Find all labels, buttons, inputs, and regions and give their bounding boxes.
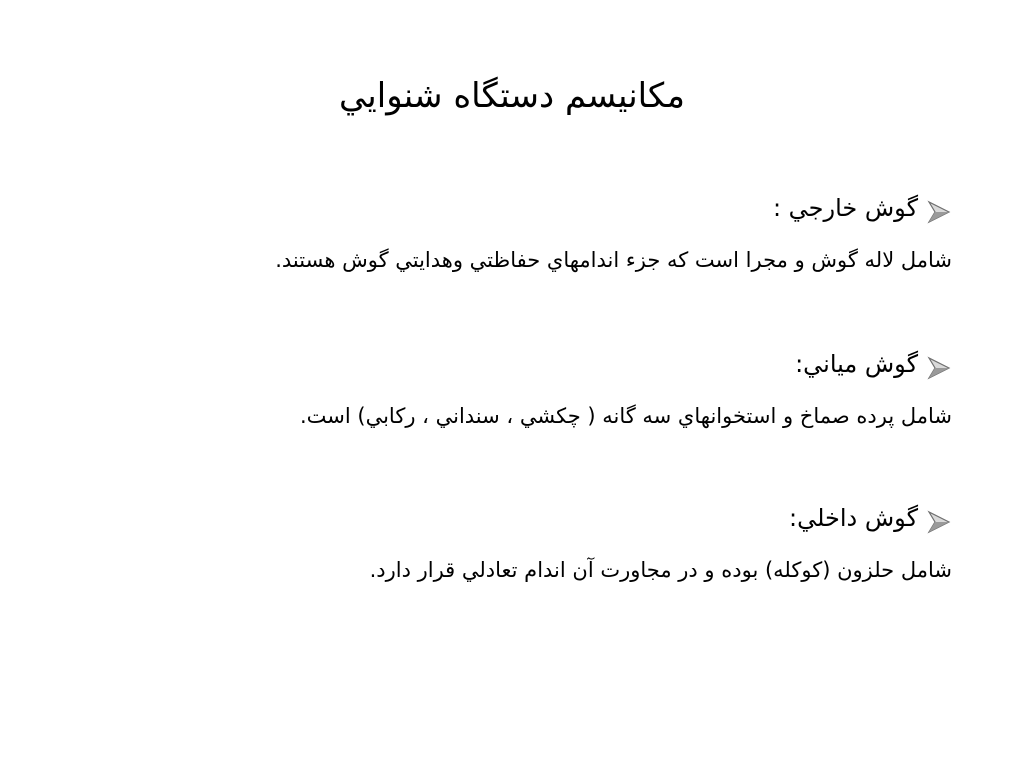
section-inner-ear [72,496,952,590]
slide-title: مكانيسم دستگاه شنوايي [338,76,686,116]
section-outer-ear [72,186,952,280]
arrow-bullet-icon [926,195,952,221]
section-description: شامل حلزون (كوكله) بوده و در مجاورت آن اندام تعادلي قرار دارد. [369,558,952,582]
section-heading: گوش مياني: [795,350,918,378]
section-description: شامل پرده صماخ و استخوانهاي سه گانه ( چكشي ، سنداني ، ركابي) است. [299,404,952,428]
bullet-heading [72,342,952,386]
bullet-heading [72,186,952,230]
bullet-heading [72,496,952,540]
section-middle-ear [72,342,952,436]
arrow-bullet-icon [926,505,952,531]
section-description: شامل لاله گوش و مجرا است که جزء اندامهاي حفاظتي وهدايتي گوش هستند. [275,248,952,272]
section-heading: گوش خارجي : [772,194,918,222]
arrow-bullet-icon [926,351,952,377]
section-heading: گوش داخلي: [789,504,918,532]
